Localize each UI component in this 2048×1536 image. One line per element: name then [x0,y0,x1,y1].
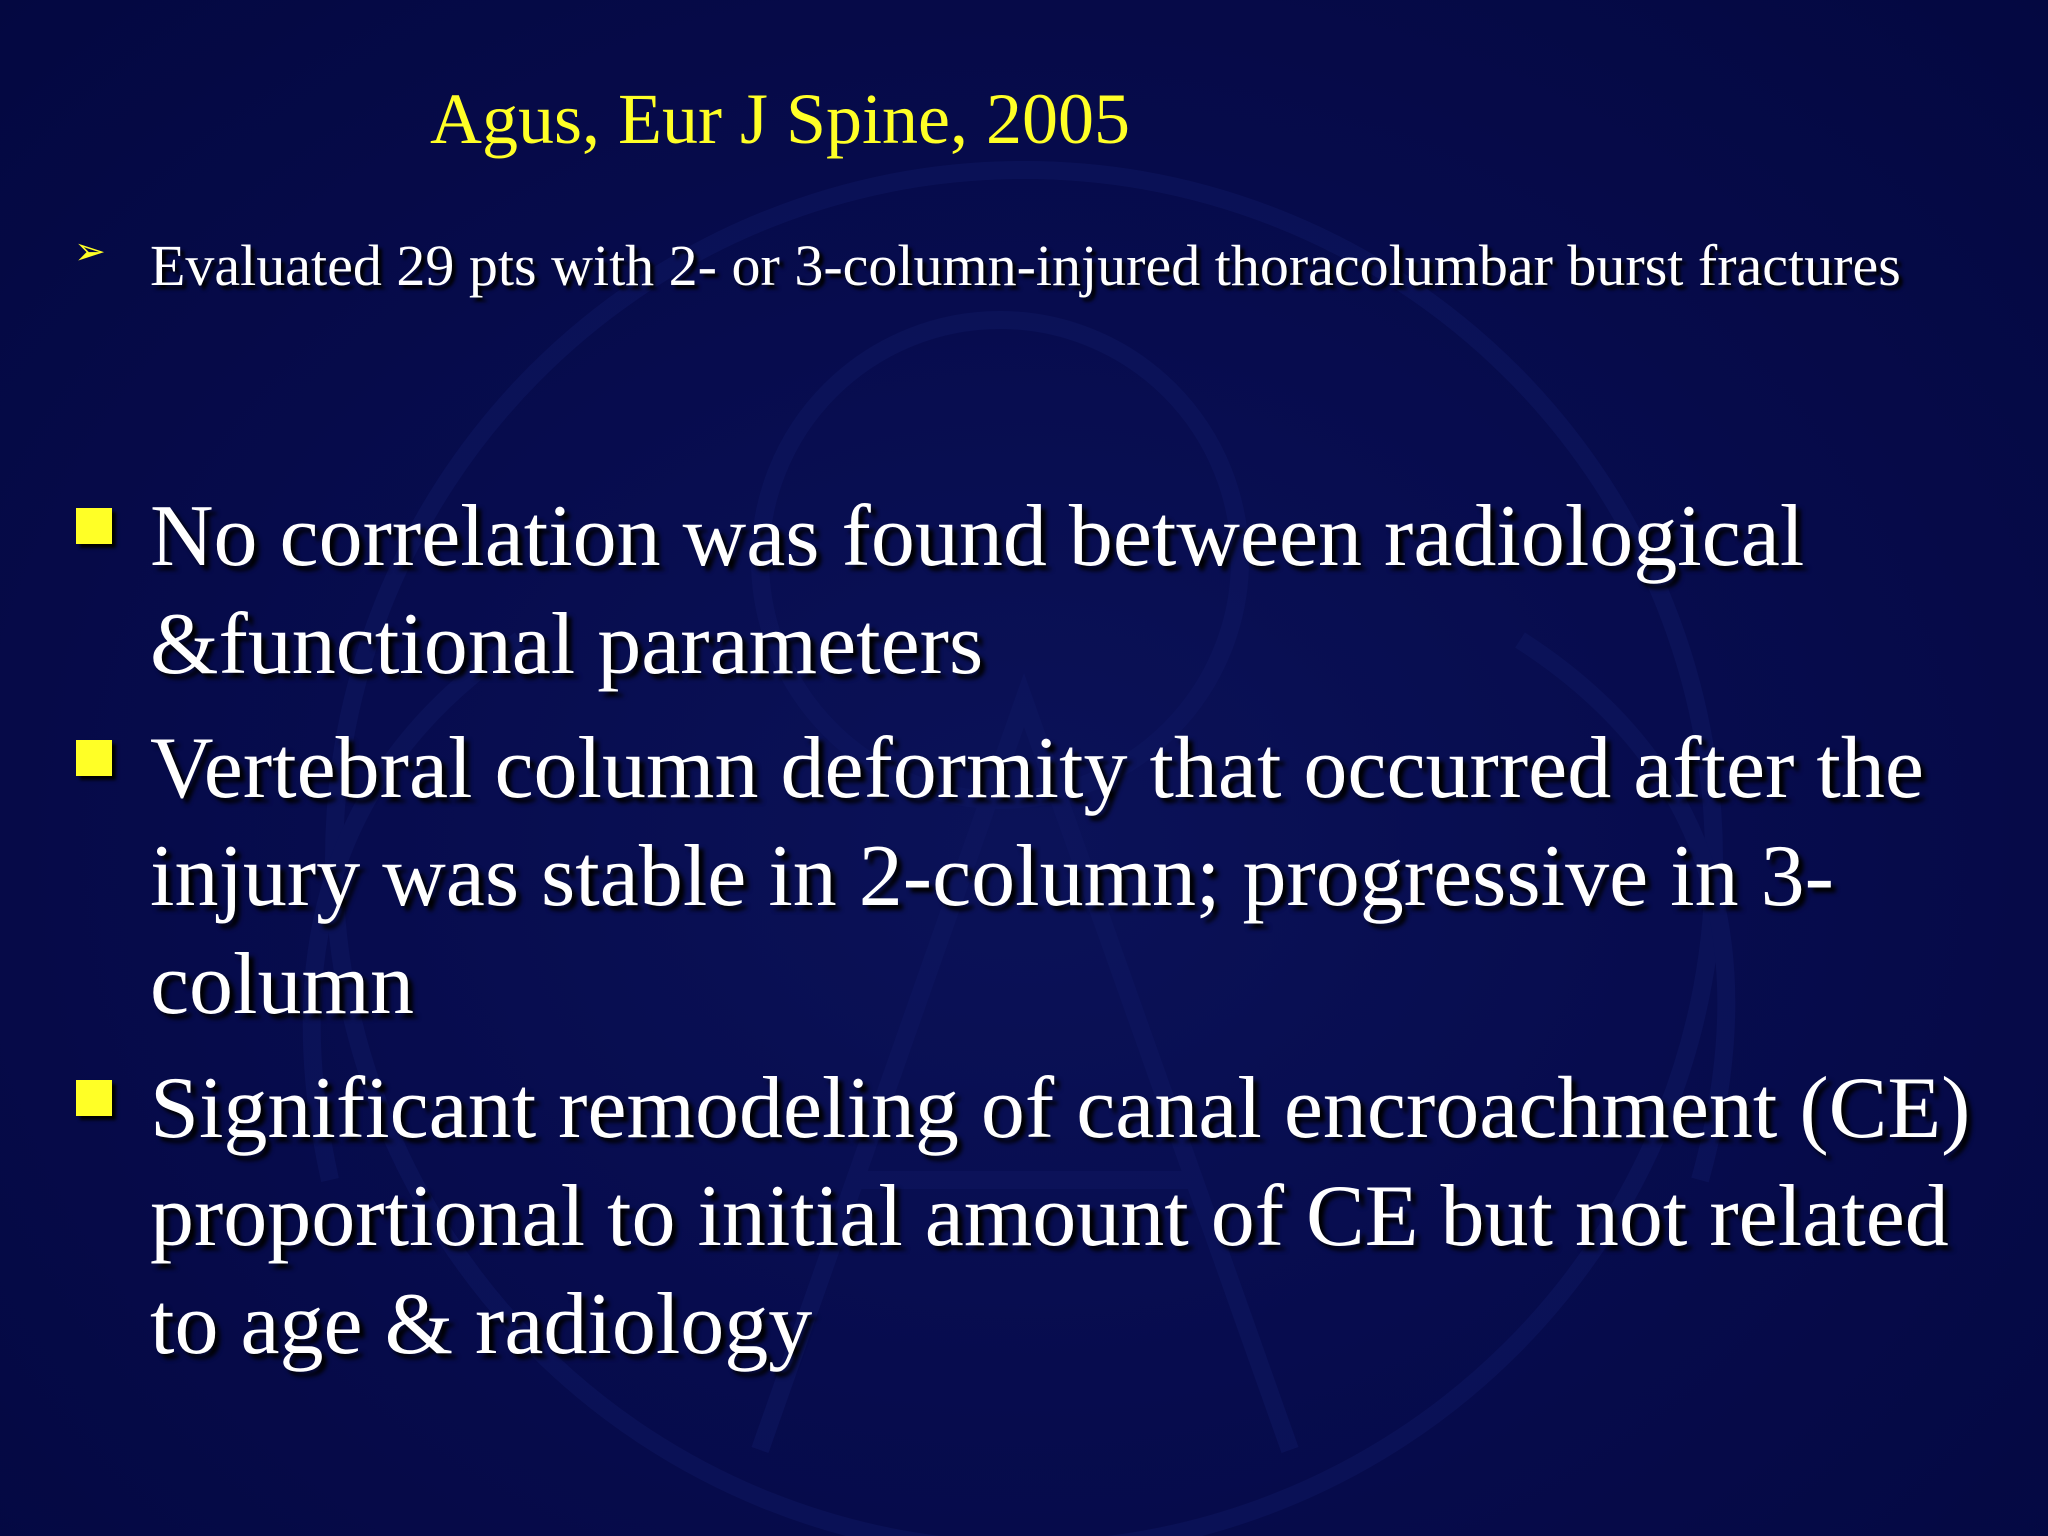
square-bullet-icon [76,740,112,776]
bullet-item [76,1055,1996,1379]
sub-point [74,224,1974,307]
arrowhead-bullet-icon: ➢ [74,229,106,273]
bullet-item [76,715,1996,1039]
slide-title: Agus, Eur J Spine, 2005 [430,79,1130,159]
bullet-text: Significant remodeling of canal encroachment (CE) proportional to initial amount of CE but not related to age & radiology [150,1060,1971,1373]
bullet-list [76,483,1996,1395]
sub-point-text: Evaluated 29 pts with 2- or 3-column-injured thoracolumbar burst fractures [150,233,1901,298]
square-bullet-icon [76,1080,112,1116]
bullet-text: Vertebral column deformity that occurred after the injury was stable in 2-column; progressive in 3-column [150,720,1924,1033]
square-bullet-icon [76,508,112,544]
bullet-item [76,483,1996,699]
bullet-text: No correlation was found between radiological &functional parameters [150,488,1805,693]
